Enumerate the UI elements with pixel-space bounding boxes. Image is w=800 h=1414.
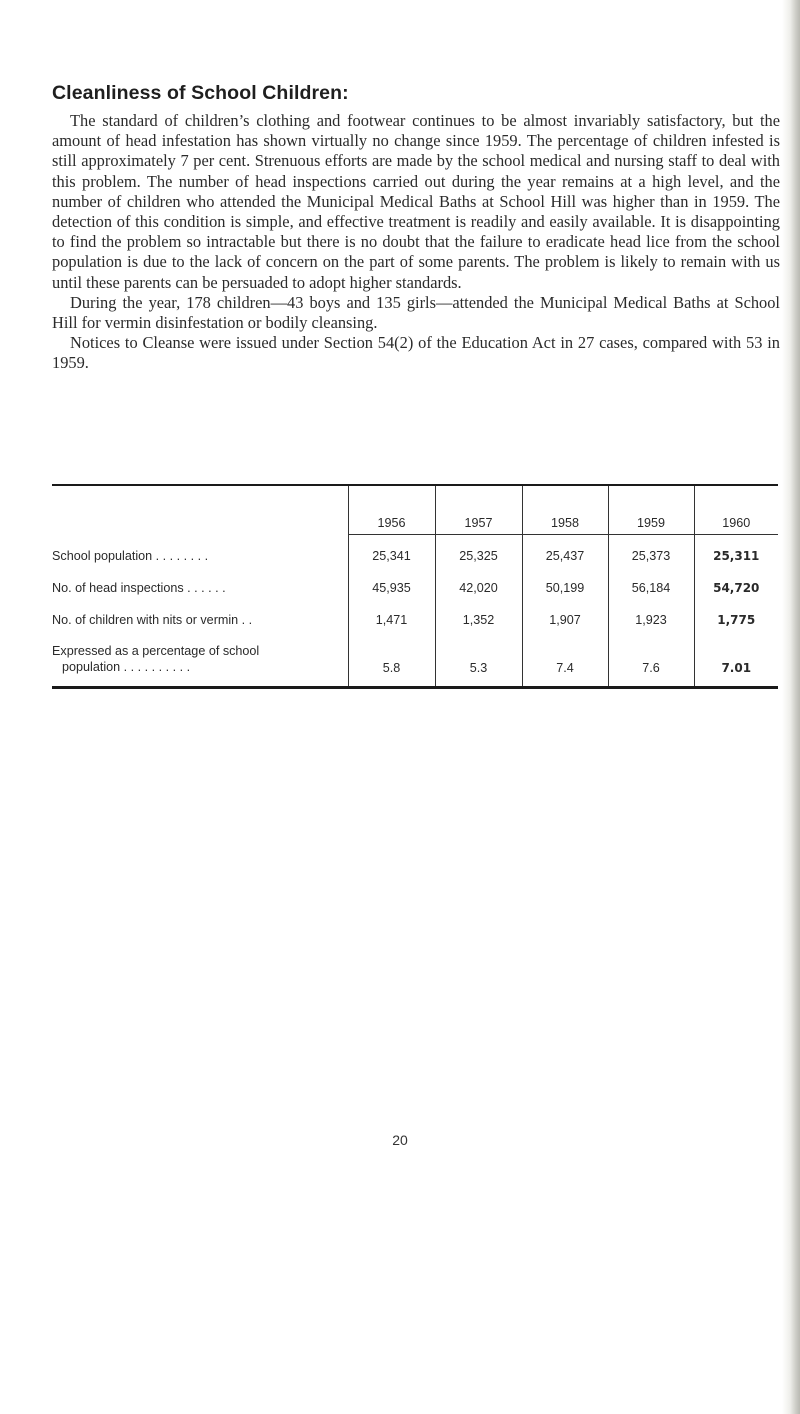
row-label-line-2: population . . . . . . . . . . (62, 660, 191, 674)
table-cell: 7.01 (694, 631, 778, 688)
table-row (52, 535, 778, 568)
table-row (52, 567, 778, 599)
section-heading: Cleanliness of School Children: (52, 82, 349, 104)
table-row (52, 599, 778, 631)
paragraph-2: During the year, 178 children—43 boys and 135 girls—attended the Municipal Medical Baths at School Hill for vermin disinfestation or bodily cleansing. (52, 292, 780, 333)
row-label: School population . . . . . . . . (52, 549, 209, 563)
table-cell: 50,199 (522, 567, 608, 599)
row-label: No. of head inspections . . . . . . (52, 581, 226, 595)
table-cell: 1,923 (608, 599, 694, 631)
year-header: 1960 (694, 485, 778, 535)
table-cell: 1,471 (348, 599, 435, 631)
infestation-table (52, 484, 778, 689)
table-cell: 54,720 (694, 567, 778, 599)
paragraph-1: The standard of children’s clothing and footwear continues to be almost invariably satisfactory, but the amount of head infestation has shown virtually no change since 1959. The percentage of children infested is still approximately 7 per cent. Strenuous efforts are made by the school medical and nursing staff to deal with this problem. The number of head inspections carried out during the year remains at a high level, and the number of children who attended the Municipal Medical Baths at School Hill was higher than in 1959. The detection of this condition is simple, and effective treatment is readily and easily available. It is disappointing to find the problem so intractable but there is no doubt that the failure to eradicate head lice from the school population is due to the lack of concern on the part of some parents. The problem is likely to remain with us until these parents can be persuaded to adopt higher standards. (52, 111, 780, 292)
table-cell: 45,935 (348, 567, 435, 599)
table-cell: 5.8 (348, 631, 435, 688)
document-page (52, 82, 780, 675)
table-row (52, 631, 778, 688)
table-cell: 5.3 (435, 631, 522, 688)
page-edge-shadow (782, 0, 800, 1414)
row-label (52, 631, 348, 688)
table-cell: 25,437 (522, 535, 608, 568)
table-cell: 25,325 (435, 535, 522, 568)
table-cell: 25,341 (348, 535, 435, 568)
table-cell: 1,352 (435, 599, 522, 631)
table-cell: 25,373 (608, 535, 694, 568)
year-header: 1957 (435, 485, 522, 535)
table-cell: 1,907 (522, 599, 608, 631)
table-header-row (52, 485, 778, 535)
table-cell: 42,020 (435, 567, 522, 599)
table-cell: 56,184 (608, 567, 694, 599)
row-label-line-1: Expressed as a percentage of school (52, 644, 260, 658)
table-cell: 7.4 (522, 631, 608, 688)
header-label-cell (52, 485, 348, 535)
table-cell: 7.6 (608, 631, 694, 688)
year-header: 1956 (348, 485, 435, 535)
year-header: 1959 (608, 485, 694, 535)
table-cell: 1,775 (694, 599, 778, 631)
page-number: 20 (392, 1132, 408, 1148)
row-label: No. of children with nits or vermin . . (52, 613, 253, 627)
paragraph-3: Notices to Cleanse were issued under Section 54(2) of the Education Act in 27 cases, compared with 53 in 1959. (52, 333, 780, 373)
table-cell: 25,311 (694, 535, 778, 568)
year-header: 1958 (522, 485, 608, 535)
